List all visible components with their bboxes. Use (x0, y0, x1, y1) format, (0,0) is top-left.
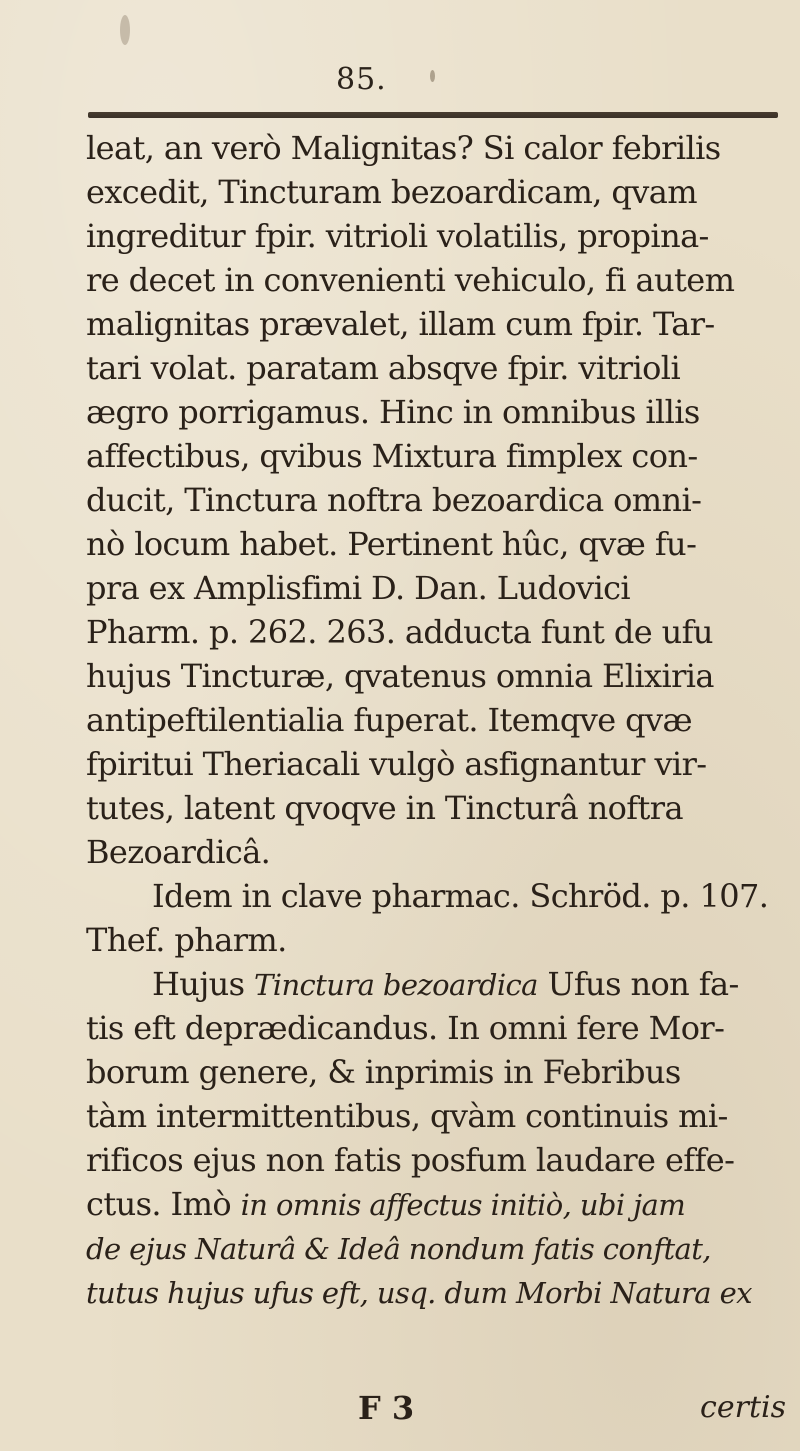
page-footer (86, 1386, 786, 1430)
line-text: hujus Tincturæ, qvatenus omnia Elixiria (86, 657, 714, 695)
text-line (86, 346, 786, 390)
text-line (86, 610, 786, 654)
text-line (86, 1006, 786, 1050)
text-line (86, 1094, 786, 1138)
line-text: pra ex Amplisfimi D. Dan. Ludovici (86, 569, 631, 607)
line-text: ægro porrigamus. Hinc in omnibus illis (86, 393, 700, 431)
text-body (86, 126, 786, 1314)
catchword: certis (700, 1390, 786, 1425)
paper-stain (430, 70, 435, 82)
line-text: ctus. Imò (86, 1185, 241, 1223)
text-line (86, 478, 786, 522)
text-line (86, 1182, 786, 1226)
text-line (86, 434, 786, 478)
text-line (86, 742, 786, 786)
text-line (86, 214, 786, 258)
text-line (86, 258, 786, 302)
line-text: borum genere, & inprimis in Febribus (86, 1053, 681, 1091)
line-text: ducit, Tinctura noftra bezoardica omni- (86, 481, 702, 519)
line-text: tàm intermittentibus, qvàm continuis mi- (86, 1097, 728, 1135)
header-rule (88, 112, 778, 118)
text-line (86, 170, 786, 214)
line-text-rest: Ufus non fa- (537, 965, 739, 1003)
text-line (86, 302, 786, 346)
line-text: malignitas prævalet, illam cum fpir. Tar- (86, 305, 715, 343)
line-text: tis eft deprædicandus. In omni fere Mor- (86, 1009, 725, 1047)
line-text: Bezoardicâ. (86, 833, 271, 871)
text-line (86, 522, 786, 566)
line-text: tutes, latent qvoqve in Tincturâ noftra (86, 789, 683, 827)
text-line (86, 962, 786, 1006)
italic-text: de ejus Naturâ & Ideâ nondum fatis conftat, (86, 1232, 711, 1266)
line-text: ingreditur fpir. vitrioli volatilis, propina- (86, 217, 709, 255)
text-line (86, 1138, 786, 1182)
line-text: fpiritui Theriacali vulgò asfignantur vir- (86, 745, 707, 783)
text-line (86, 566, 786, 610)
line-text: nò locum habet. Pertinent hûc, qvæ fu- (86, 525, 697, 563)
text-line (86, 654, 786, 698)
line-text: Pharm. p. 262. 263. adducta funt de ufu (86, 613, 713, 651)
text-line (86, 390, 786, 434)
text-line (86, 830, 786, 874)
italic-text: Tinctura bezoardica (254, 968, 538, 1002)
paper-stain (120, 15, 130, 45)
text-line (86, 874, 786, 918)
line-text: affectibus, qvibus Mixtura fimplex con- (86, 437, 698, 475)
line-text: re decet in convenienti vehiculo, fi autem (86, 261, 735, 299)
text-line (86, 786, 786, 830)
text-line (86, 1050, 786, 1094)
page-number: 85. (336, 62, 387, 97)
line-text: rificos ejus non fatis posfum laudare effe- (86, 1141, 735, 1179)
text-line (86, 918, 786, 962)
text-line (86, 1270, 786, 1314)
line-text: Hujus (152, 965, 255, 1003)
signature-mark: F 3 (358, 1389, 415, 1427)
line-text: tari volat. paratam absqve fpir. vitrioli (86, 349, 681, 387)
line-text: excedit, Tincturam bezoardicam, qvam (86, 173, 697, 211)
text-line (86, 698, 786, 742)
text-line (86, 126, 786, 170)
italic-text: tutus hujus ufus eft, usq. dum Morbi Natura ex (86, 1276, 752, 1310)
italic-text: in omnis affectus initiò, ubi jam (240, 1188, 686, 1222)
line-text: antipeftilentialia fuperat. Itemqve qvæ (86, 701, 692, 739)
text-line (86, 1226, 786, 1270)
line-text: Thef. pharm. (86, 921, 287, 959)
line-text: Idem in clave pharmac. Schröd. p. 107. (152, 877, 769, 915)
line-text: leat, an verò Malignitas? Si calor febrilis (86, 129, 721, 167)
